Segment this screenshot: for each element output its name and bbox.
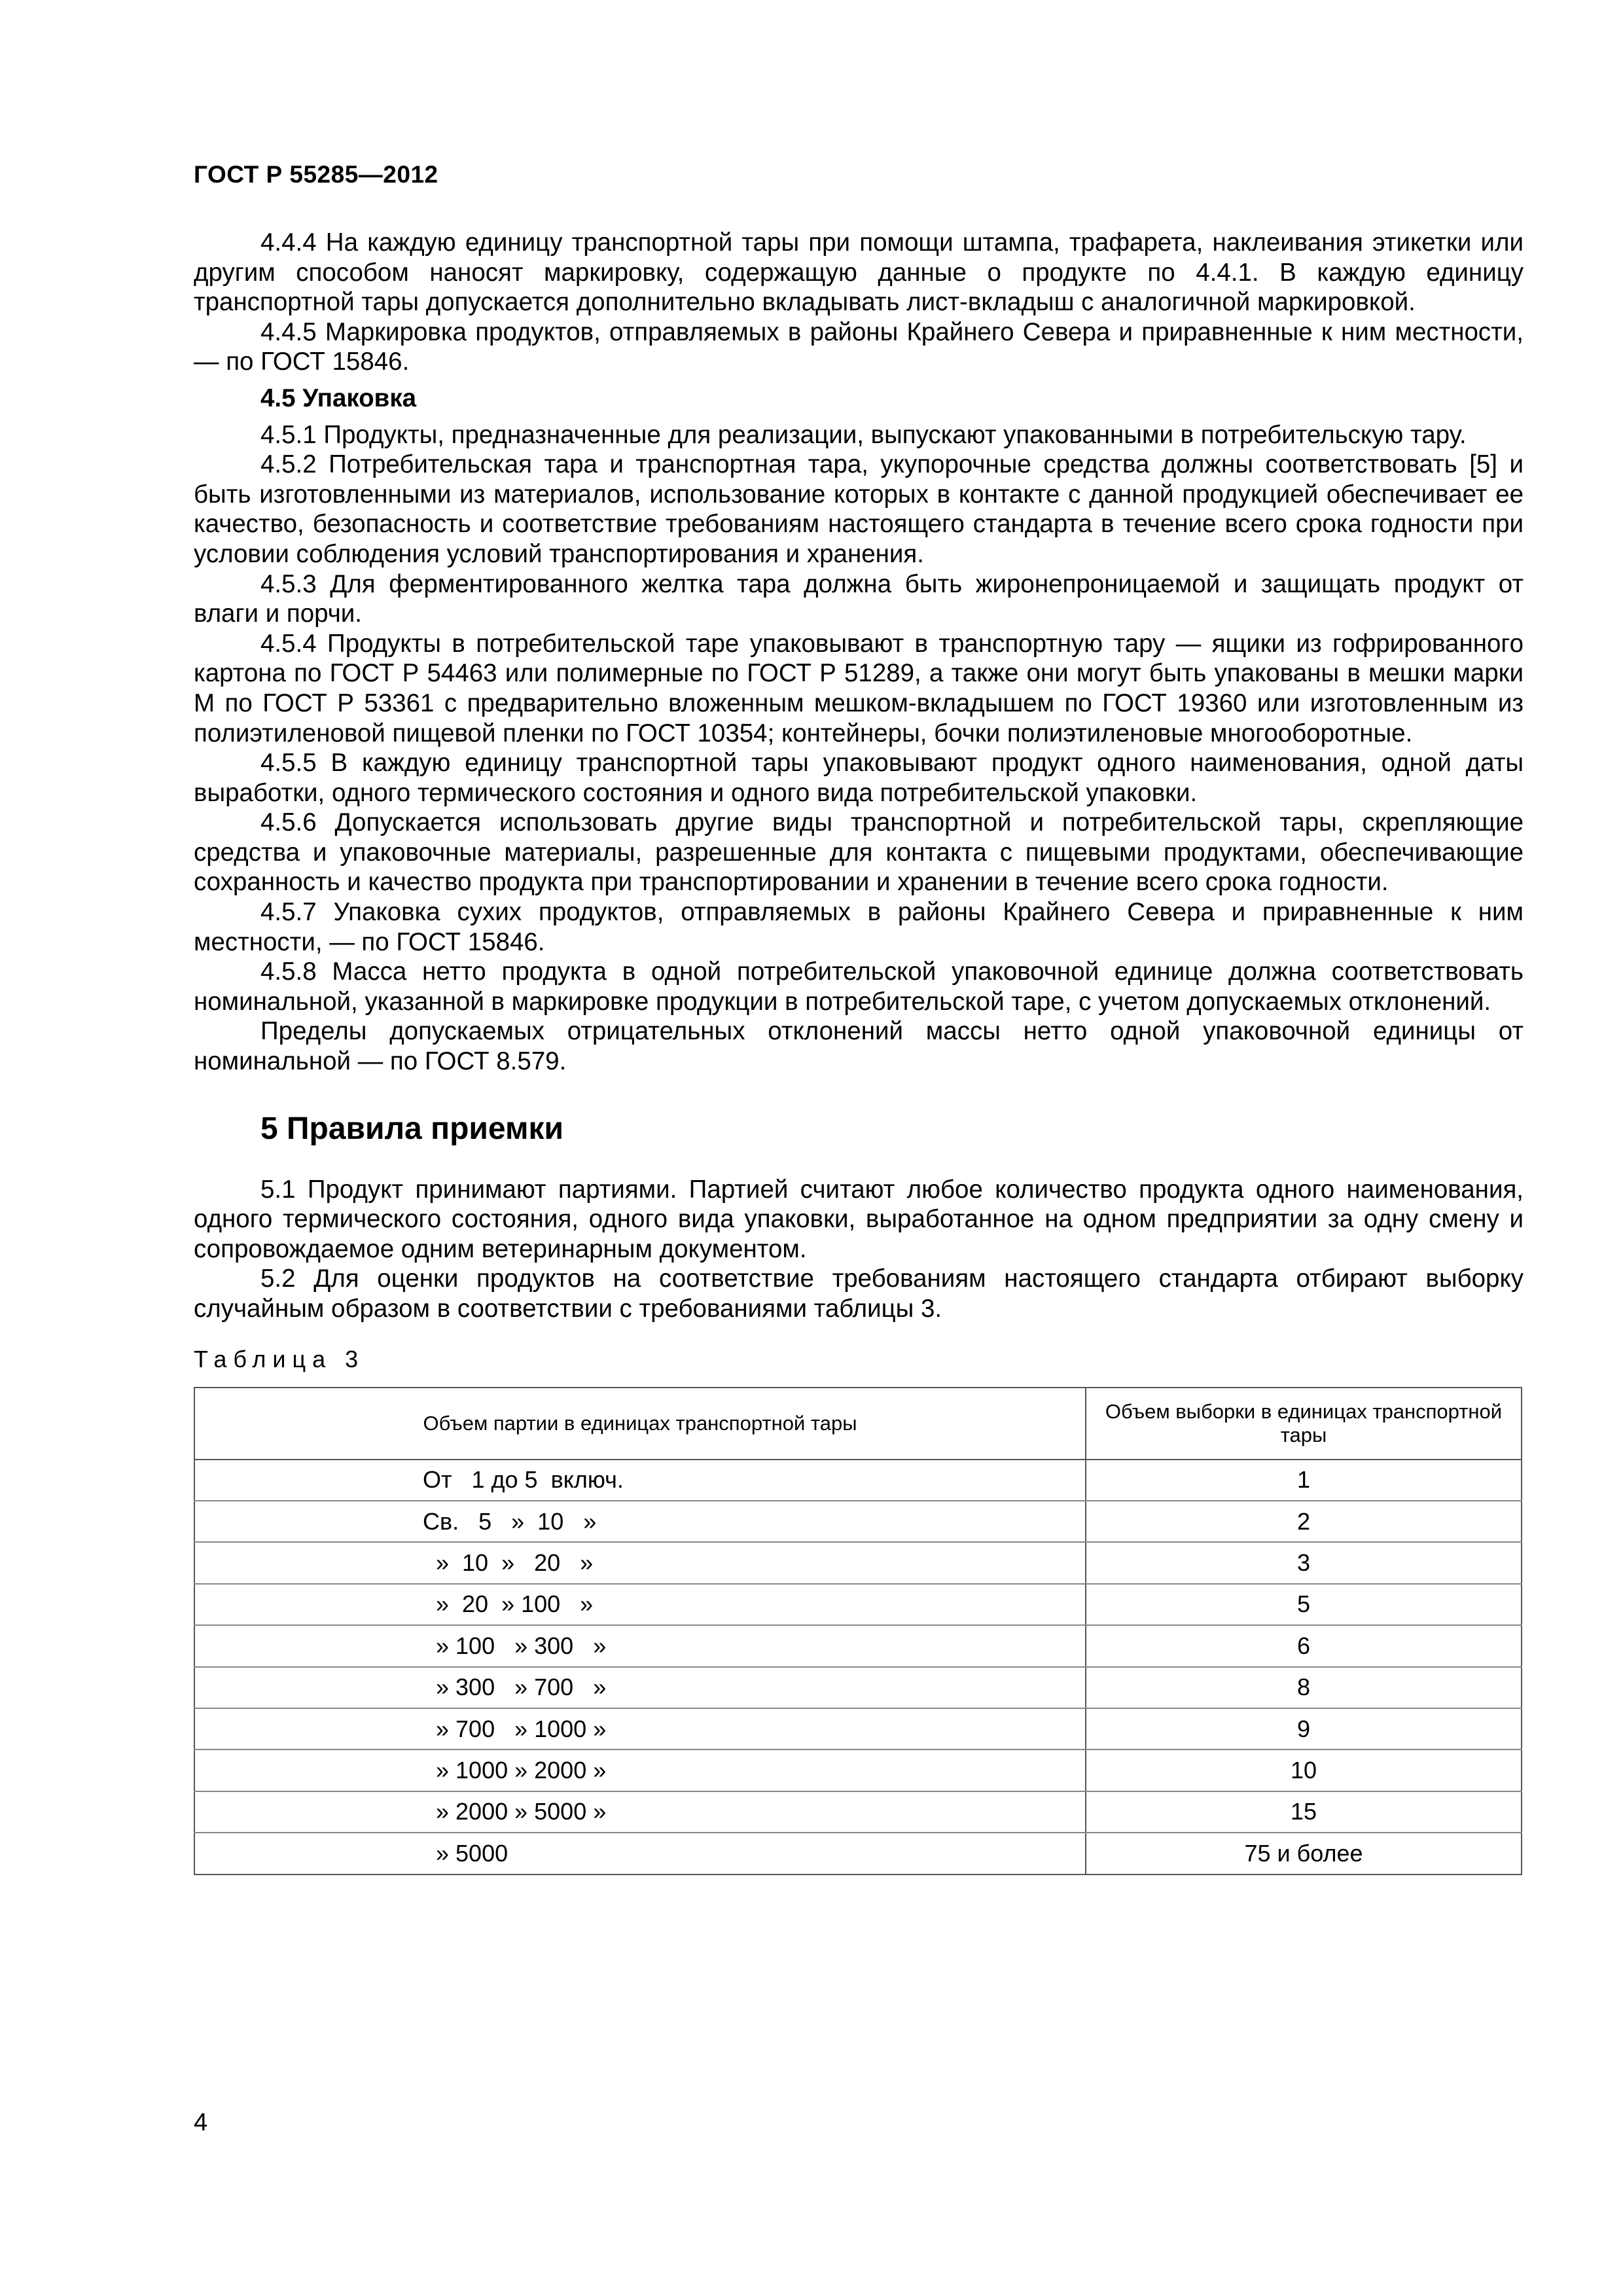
table-row (194, 1708, 1522, 1749)
table-row (194, 1542, 1522, 1583)
table-row (194, 1667, 1522, 1708)
paragraph: 4.4.4 На каждую единицу транспортной тары при помощи штампа, трафарета, наклеивания этикетки или другим способом наносят маркировку, содержащую данные о продукте по 4.4.1. В каждую единицу транспортной тары допускается дополнительно вкладывать лист-вкладыш с аналогичной маркировкой. (194, 228, 1524, 317)
section-4-text (194, 228, 1524, 1077)
sample-size-cell: 15 (1086, 1791, 1522, 1833)
paragraph: 5.1 Продукт принимают партиями. Партией считают любое количество продукта одного наименования, одного термического состояния, одного вида упаковки, выработанное на одном предприятии за одну смену и сопровождаемое одним ветеринарным документом. (194, 1175, 1524, 1263)
lot-size-cell: » 20 » 100 » (194, 1584, 1086, 1625)
table-row (194, 1584, 1522, 1625)
table-header-sample-size: Объем выборки в единицах транспортной тары (1086, 1388, 1522, 1460)
page-number: 4 (194, 2109, 208, 2136)
sample-size-cell: 9 (1086, 1708, 1522, 1749)
lot-size-cell: » 700 » 1000 » (194, 1708, 1086, 1749)
section-heading: 5 Правила приемки (260, 1111, 564, 1146)
paragraph: 4.5.2 Потребительская тара и транспортная тара, укупорочные средства должны соответствовать [5] и быть изготовленными из материалов, использование которых в контакте с данной продукцией обеспечивает ее качество, безопасность и соответствие требованиям настоящего стандарта в течение всего срока годности при условии соблюдения условий транспортирования и хранения. (194, 450, 1524, 568)
table-row (194, 1460, 1522, 1501)
paragraph: Пределы допускаемых отрицательных отклонений массы нетто одной упаковочной единицы от номинальной — по ГОСТ 8.579. (194, 1017, 1524, 1076)
paragraph: 4.5.3 Для ферментированного желтка тара должна быть жиронепроницаемой и защищать продукт от влаги и порчи. (194, 569, 1524, 628)
sample-size-cell: 75 и более (1086, 1833, 1522, 1874)
document-body (194, 228, 1524, 1875)
table-row (194, 1501, 1522, 1542)
paragraph: 4.5.1 Продукты, предназначенные для реализации, выпускают упакованными в потребительскую тару. (260, 420, 1467, 449)
paragraph: 5.2 Для оценки продуктов на соответствие требованиям настоящего стандарта отбирают выборку случайным образом в соответствии с требованиями таблицы 3. (194, 1265, 1524, 1323)
table-row (194, 1749, 1522, 1791)
sample-size-cell: 3 (1086, 1542, 1522, 1583)
sample-size-cell: 8 (1086, 1667, 1522, 1708)
lot-size-cell: Св. 5 » 10 » (194, 1501, 1086, 1542)
lot-size-cell: » 2000 » 5000 » (194, 1791, 1086, 1833)
lot-size-cell: » 5000 (194, 1833, 1086, 1874)
document-header: ГОСТ Р 55285—2012 (194, 161, 438, 188)
table-row (194, 1625, 1522, 1666)
paragraph: 4.5.8 Масса нетто продукта в одной потребительской упаковочной единице должна соответствовать номинальной, указанной в маркировке продукции в потребительской таре, с учетом допускаемых отклонений. (194, 958, 1524, 1016)
paragraph: 4.5.6 Допускается использовать другие виды транспортной и потребительской тары, скрепляющие средства и упаковочные материалы, разрешенные для контакта с пищевыми продуктами, обеспечивающие сохранность и качество продукта при транспортировании и хранении в течение всего срока годности. (194, 808, 1524, 897)
sample-size-cell: 10 (1086, 1749, 1522, 1791)
subsection-heading: 4.5 Упаковка (260, 384, 416, 412)
table-header-row (194, 1388, 1522, 1460)
table-row (194, 1833, 1522, 1874)
sample-size-cell: 1 (1086, 1460, 1522, 1501)
table-row (194, 1791, 1522, 1833)
sample-size-cell: 6 (1086, 1625, 1522, 1666)
lot-size-cell: » 10 » 20 » (194, 1542, 1086, 1583)
paragraph: 4.5.4 Продукты в потребительской таре упаковывают в транспортную тару — ящики из гофрированного картона по ГОСТ Р 54463 или полимерные по ГОСТ Р 51289, а также они могут быть упакованы в мешки марки М по ГОСТ Р 53361 с предварительно вложенным мешком-вкладышем по ГОСТ 19360 или изготовленным из полиэтиленовой пищевой пленки по ГОСТ 10354; контейнеры, бочки полиэтиленовые многооборотные. (194, 629, 1524, 747)
lot-size-cell: » 1000 » 2000 » (194, 1749, 1086, 1791)
paragraph: 4.4.5 Маркировка продуктов, отправляемых в районы Крайнего Севера и приравненные к ним местности, — по ГОСТ 15846. (194, 317, 1524, 376)
sample-size-table (194, 1387, 1522, 1875)
section-5-text (194, 1175, 1524, 1324)
table-header-lot-size: Объем партии в единицах транспортной тары (194, 1388, 1086, 1460)
sample-size-cell: 5 (1086, 1584, 1522, 1625)
lot-size-cell: » 300 » 700 » (194, 1667, 1086, 1708)
table-body (194, 1460, 1522, 1874)
lot-size-cell: От 1 до 5 включ. (194, 1460, 1086, 1501)
sample-size-cell: 2 (1086, 1501, 1522, 1542)
paragraph: 4.5.5 В каждую единицу транспортной тары упаковывают продукт одного наименования, одной даты выработки, одного термического состояния и одного вида потребительской упаковки. (194, 749, 1524, 807)
paragraph: 4.5.7 Упаковка сухих продуктов, отправляемых в районы Крайнего Севера и приравненные к ним местности, — по ГОСТ 15846. (194, 898, 1524, 956)
table-caption: Таблица 3 (194, 1345, 365, 1372)
lot-size-cell: » 100 » 300 » (194, 1625, 1086, 1666)
